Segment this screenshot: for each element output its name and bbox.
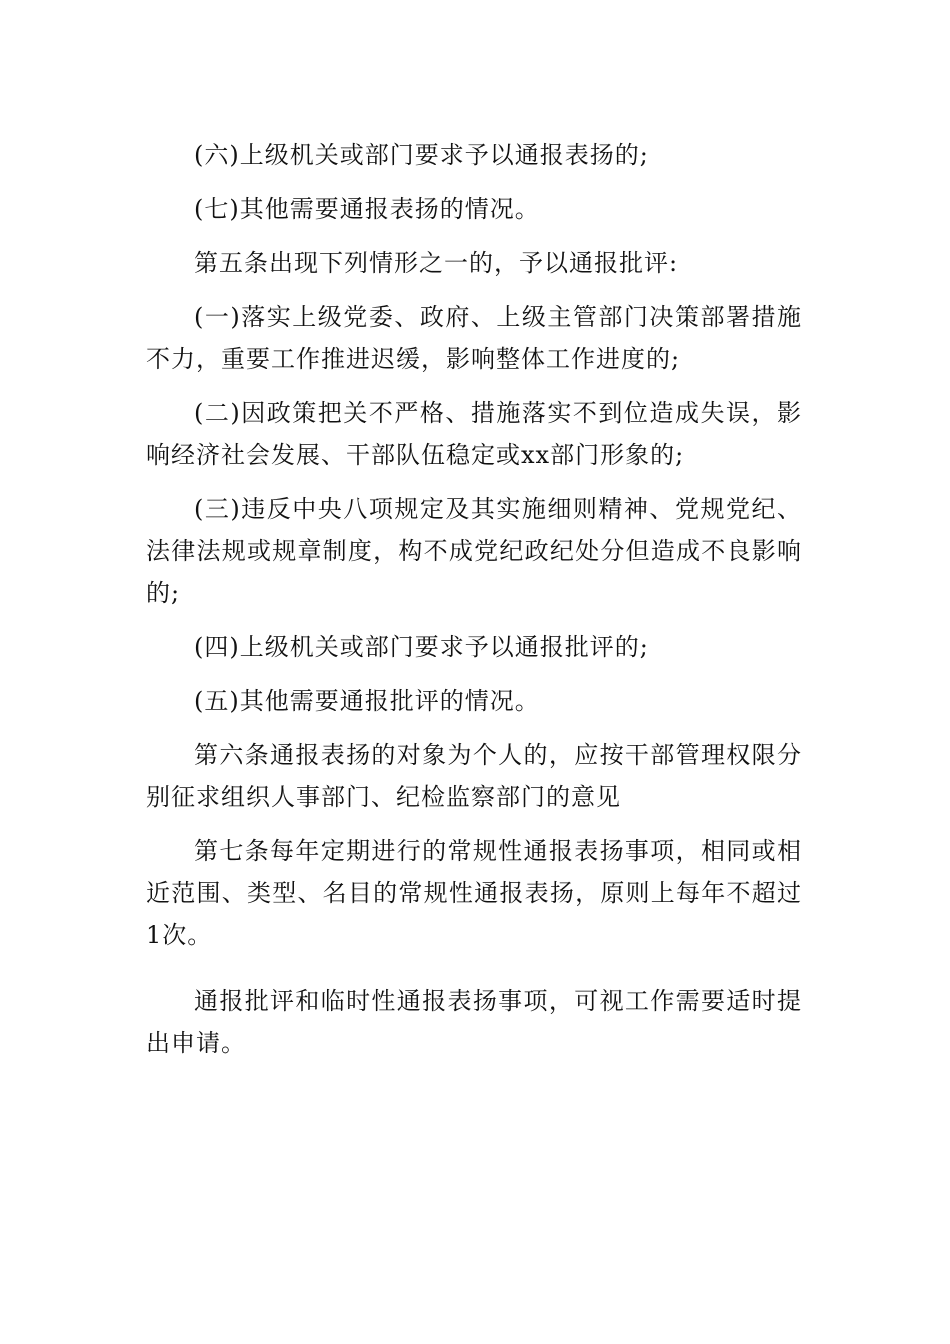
paragraph-criticism-item-2: (二)因政策把关不严格、措施落实不到位造成失误，影响经济社会发展、干部队伍稳定或xx部门形象的; (146, 399, 802, 469)
paragraph-criticism-item-5: (五)其他需要通报批评的情况。 (194, 687, 540, 715)
paragraph-application: 通报批评和临时性通报表扬事项，可视工作需要适时提出申请。 (146, 987, 802, 1057)
paragraph-criticism-item-4: (四)上级机关或部门要求予以通报批评的; (194, 633, 649, 661)
paragraph-praise-item-6: (六)上级机关或部门要求予以通报表扬的; (194, 141, 649, 169)
paragraph-praise-item-7: (七)其他需要通报表扬的情况。 (194, 195, 540, 223)
paragraph-criticism-item-1: (一)落实上级党委、政府、上级主管部门决策部署措施不力，重要工作推进迟缓，影响整体工作进度的; (146, 303, 802, 373)
document-body (146, 134, 802, 1076)
paragraph-criticism-item-3: (三)违反中央八项规定及其实施细则精神、党规党纪、法律法规或规章制度，构不成党纪政纪处分但造成不良影响的; (146, 495, 802, 607)
paragraph-article-5: 第五条出现下列情形之一的，予以通报批评: (194, 249, 679, 277)
paragraph-article-7: 第七条每年定期进行的常规性通报表扬事项，相同或相近范围、类型、名目的常规性通报表扬，原则上每年不超过1次。 (146, 837, 802, 949)
paragraph-article-6: 第六条通报表扬的对象为个人的，应按干部管理权限分别征求组织人事部门、纪检监察部门的意见 (146, 741, 802, 811)
